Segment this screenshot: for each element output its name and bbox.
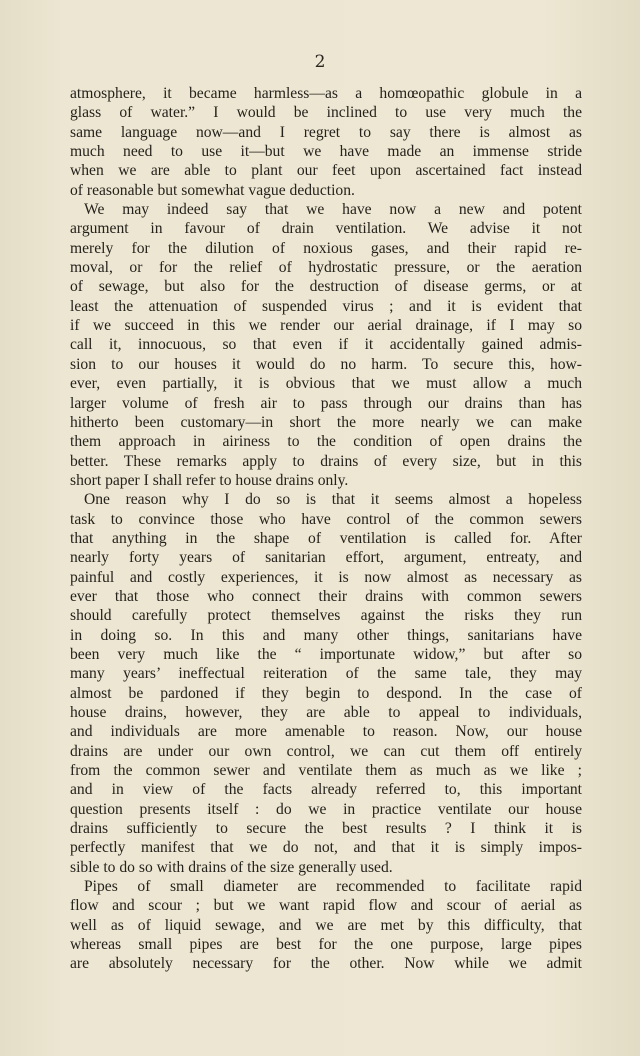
- text-line: and in view of the facts already referred to, this important: [70, 781, 582, 799]
- text-line: painful and costly experiences, it is now almost as necessary as: [70, 568, 582, 586]
- text-line: ever, even partially, it is obvious that we must allow a much: [70, 375, 582, 393]
- text-line: in doing so. In this and many other things, sanitarians have: [70, 626, 582, 644]
- text-line: whereas small pipes are best for the one purpose, large pipes: [70, 936, 582, 954]
- text-line: larger volume of fresh air to pass through our drains than has: [70, 394, 582, 412]
- text-line: better. These remarks apply to drains of every size, but in this: [70, 452, 582, 470]
- text-line: moval, or for the relief of hydrostatic pressure, or the aeration: [70, 259, 582, 277]
- text-line: merely for the dilution of noxious gases, and their rapid re-: [70, 239, 582, 257]
- text-line: well as of liquid sewage, and we are met by this difficulty, that: [70, 916, 582, 934]
- text-line: should carefully protect themselves against the risks they run: [70, 607, 582, 625]
- text-line: least the attenuation of suspended virus ; and it is evident that: [70, 297, 582, 315]
- text-line: much need to use it—but we have made an immense stride: [70, 143, 582, 161]
- page-number: 2: [314, 52, 326, 72]
- text-line: been very much like the “ importunate widow,” but after so: [70, 645, 582, 663]
- text-line: sible to do so with drains of the size generally used.: [70, 858, 393, 876]
- text-line: Pipes of small diameter are recommended to facilitate rapid: [84, 878, 582, 896]
- text-line: many years’ ineffectual reiteration of the same tale, they may: [70, 665, 582, 683]
- text-line: of reasonable but somewhat vague deduction.: [70, 181, 355, 199]
- text-line: if we succeed in this we render our aerial drainage, if I may so: [70, 317, 582, 335]
- text-line: of sewage, but also for the destruction of disease germs, or at: [70, 278, 582, 296]
- text-line: task to convince those who have control of the common sewers: [70, 510, 582, 528]
- text-line: We may indeed say that we have now a new and potent: [84, 201, 582, 219]
- text-line: atmosphere, it became harmless—as a homœopathic globule in a: [70, 85, 582, 102]
- text-line: argument in favour of drain ventilation. We advise it not: [70, 220, 582, 238]
- text-line: sion to our houses it would do no harm. To secure this, how-: [70, 355, 582, 373]
- text-line: almost be pardoned if they begin to despond. In the case of: [70, 684, 582, 702]
- text-line: when we are able to plant our feet upon ascertained fact instead: [70, 162, 582, 180]
- body-text: [70, 84, 582, 974]
- text-line: them approach in airiness to the condition of open drains the: [70, 433, 582, 451]
- text-line: question presents itself : do we in practice ventilate our house: [70, 800, 582, 818]
- text-line: from the common sewer and ventilate them as much as we like ;: [70, 762, 582, 780]
- text-line: glass of water.” I would be inclined to use very much the: [70, 104, 582, 122]
- text-line: drains are under our own control, we can cut them off entirely: [70, 742, 582, 760]
- text-line: same language now—and I regret to say there is almost as: [70, 123, 582, 141]
- text-line: flow and scour ; but we want rapid flow and scour of aerial as: [70, 897, 582, 915]
- text-line: hitherto been customary—in short the more nearly we can make: [70, 413, 582, 431]
- text-line: that anything in the shape of ventilation is called for. After: [70, 529, 582, 547]
- text-line: ever that those who connect their drains with common sewers: [70, 587, 582, 605]
- text-line: nearly forty years of sanitarian effort, argument, entreaty, and: [70, 549, 582, 567]
- text-line: call it, innocuous, so that even if it accidentally gained admis-: [70, 336, 582, 354]
- text-line: house drains, however, they are able to appeal to individuals,: [70, 704, 582, 721]
- text-line: and individuals are more amenable to reason. Now, our house: [70, 723, 582, 741]
- text-line: perfectly manifest that we do not, and that it is simply impos-: [70, 839, 582, 857]
- text-line: One reason why I do so is that it seems almost a hopeless: [84, 491, 582, 509]
- text-line: are absolutely necessary for the other. Now while we admit: [70, 955, 582, 973]
- text-line: drains sufficiently to secure the best results ? I think it is: [70, 820, 582, 838]
- text-line: short paper I shall refer to house drains only.: [70, 471, 349, 489]
